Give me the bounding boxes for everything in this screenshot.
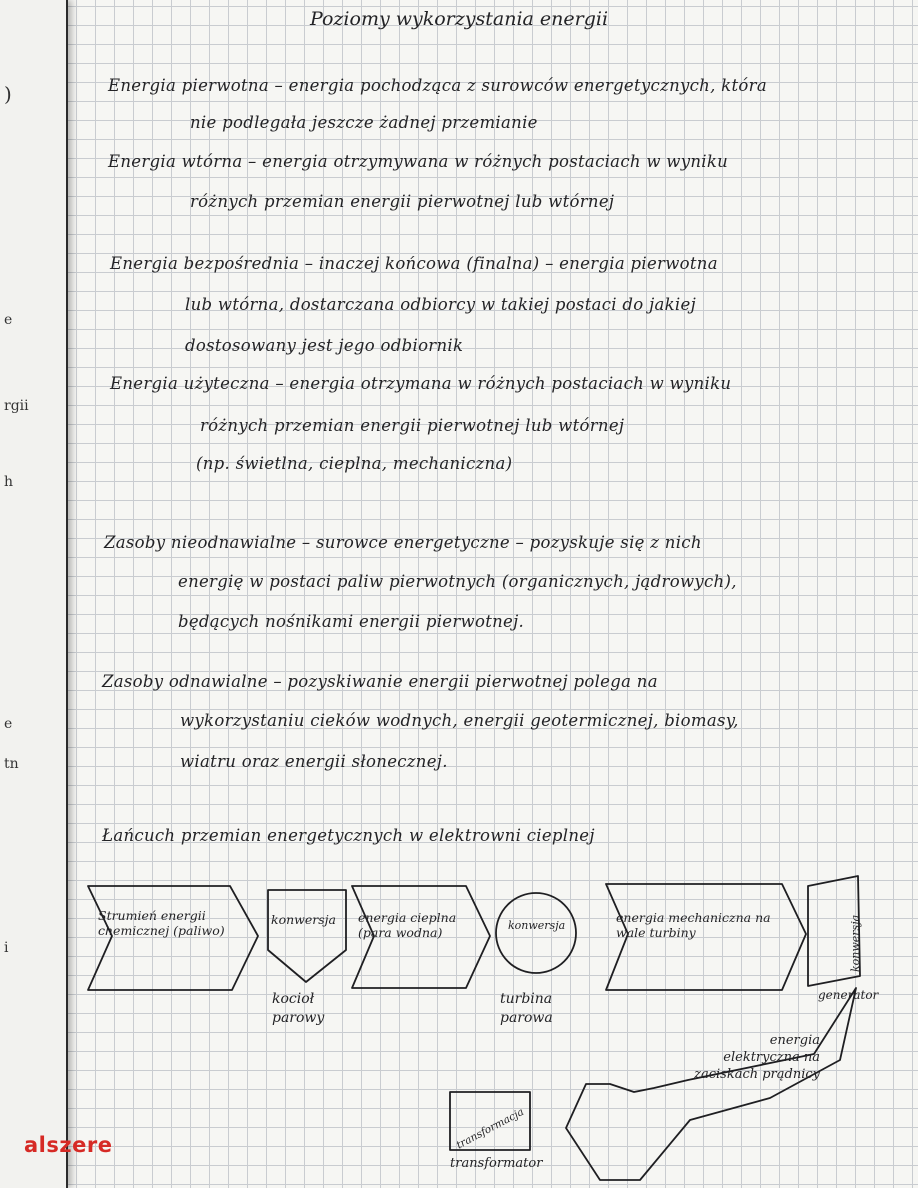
conversion-label: konwersja [271, 912, 336, 927]
transformer-label: transformator [450, 1156, 543, 1171]
prev-page-fragment: ) [4, 82, 12, 106]
section-heading: Łańcuch przemian energetycznych w elektrowni cieplnej [102, 826, 595, 845]
mechanical-energy-label: energia mechaniczna na wale turbiny [616, 910, 771, 940]
prev-page-fragment: tn [4, 756, 19, 772]
prev-page-fragment: rgii [4, 398, 29, 414]
prev-page-fragment: h [4, 474, 14, 490]
text-line: lub wtórna, dostarczana odbiorcy w takiej postaci do jakiej [185, 295, 696, 314]
conversion-label: konwersja [508, 919, 566, 932]
text-line: Energia bezpośrednia – inaczej końcowa (finalna) – energia pierwotna [110, 254, 718, 273]
text-line: różnych przemian energii pierwotnej lub wtórnej [200, 416, 625, 435]
watermark-logo: alszere [24, 1133, 113, 1157]
prev-page-fragment: e [4, 312, 13, 328]
text-line: nie podlegała jeszcze żadnej przemianie [190, 113, 538, 132]
generator-label: generator [818, 988, 879, 1002]
text-line: dostosowany jest jego odbiornik [185, 336, 464, 355]
turbine-label: turbina parowa [500, 991, 553, 1026]
heat-energy-label: energia cieplna (para wodna) [358, 910, 457, 940]
text-line: Energia wtórna – energia otrzymywana w różnych postaciach w wyniku [108, 152, 729, 171]
text-line: będących nośnikami energii pierwotnej. [178, 612, 525, 631]
electrical-energy-label: energia elektryczna na zaciskach prądnicy [694, 1033, 820, 1082]
text-line: Energia pierwotna – energia pochodząca z surowców energetycznych, która [108, 76, 767, 95]
transformation-label: transformacja [454, 1105, 526, 1152]
previous-page-edge [0, 0, 68, 1188]
text-line: Energia użyteczna – energia otrzymana w różnych postaciach w wyniku [110, 374, 732, 393]
text-line: wiatru oraz energii słonecznej. [180, 752, 448, 771]
text-line: wykorzystaniu cieków wodnych, energii geotermicznej, biomasy, [180, 711, 739, 730]
prev-page-fragment: i [4, 940, 9, 956]
conversion-label: konwersja [849, 914, 862, 972]
prev-page-fragment: e [4, 716, 13, 732]
boiler-label: kocioł parowy [272, 991, 325, 1026]
chemical-stream-label: Strumień energii chemicznej (paliwo) [98, 908, 225, 938]
text-line: różnych przemian energii pierwotnej lub wtórnej [190, 192, 615, 211]
page-title: Poziomy wykorzystania energii [309, 8, 609, 30]
text-line: (np. świetlna, cieplna, mechaniczna) [196, 454, 513, 473]
text-line: energię w postaci paliw pierwotnych (organicznych, jądrowych), [178, 572, 737, 591]
text-line: Zasoby nieodnawialne – surowce energetyczne – pozyskuje się z nich [104, 533, 702, 552]
text-line: Zasoby odnawialne – pozyskiwanie energii pierwotnej polega na [102, 672, 658, 691]
